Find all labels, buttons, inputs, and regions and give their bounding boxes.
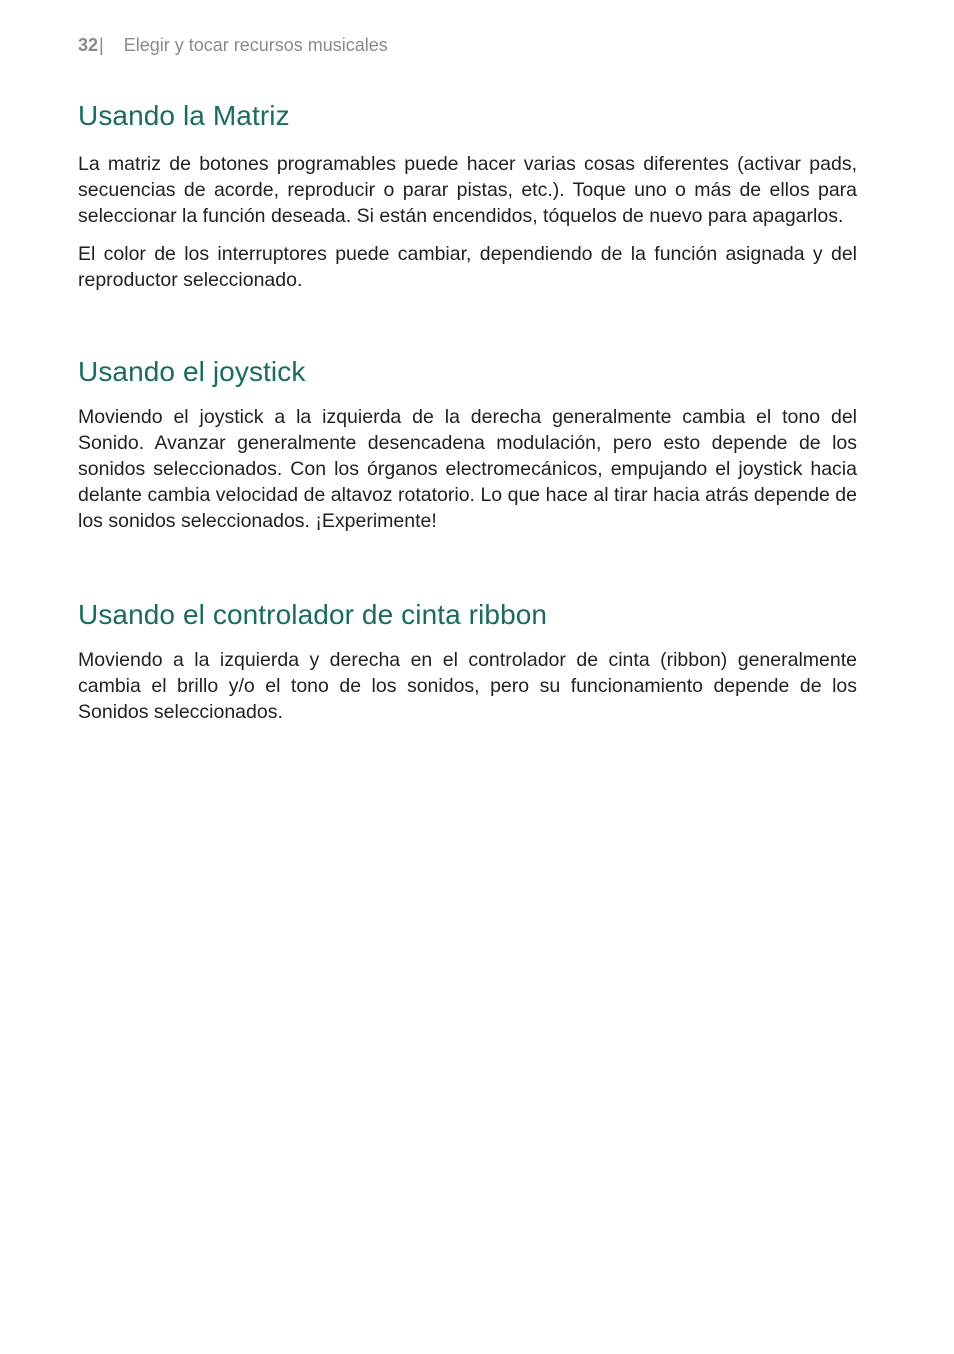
section-title: Usando el controlador de cinta ribbon bbox=[78, 599, 548, 630]
page-number: 32 bbox=[78, 35, 99, 55]
section-joystick bbox=[78, 354, 857, 534]
page-content bbox=[78, 98, 857, 725]
paragraph: Moviendo a la izquierda y derecha en el controlador de cinta (ribbon) generalmente cambia el brillo y/o el tono de los sonidos, pero su funcionamiento depende de los Sonidos seleccionados. bbox=[78, 649, 857, 723]
page-header bbox=[78, 33, 388, 57]
paragraph: El color de los interruptores puede cambiar, dependiendo de la función asignada y del reproductor seleccionado. bbox=[78, 243, 857, 291]
paragraph: La matriz de botones programables puede hacer varias cosas diferentes (activar pads, secuencias de acorde, reproducir o parar pistas, etc.). Toque uno o más de ellos para seleccionar la función deseada. Si están encendidos, tóquelos de nuevo para apagarlos. bbox=[78, 153, 857, 227]
section-ribbon bbox=[78, 597, 857, 725]
chapter-title: Elegir y tocar recursos musicales bbox=[123, 35, 388, 55]
section-matriz bbox=[78, 98, 857, 293]
header-separator: | bbox=[99, 35, 104, 55]
paragraph: Moviendo el joystick a la izquierda de la derecha generalmente cambia el tono del Sonido. Avanzar generalmente desencadena modulación, pero esto depende de los sonidos seleccionados. Con los órganos electromecánicos, empujando el joystick hacia delante cambia velocidad de altavoz rotatorio. Lo que hace al tirar hacia atrás depende de los sonidos seleccionados. ¡Experimente! bbox=[78, 406, 857, 532]
section-title: Usando la Matriz bbox=[78, 100, 290, 131]
section-title: Usando el joystick bbox=[78, 356, 306, 387]
